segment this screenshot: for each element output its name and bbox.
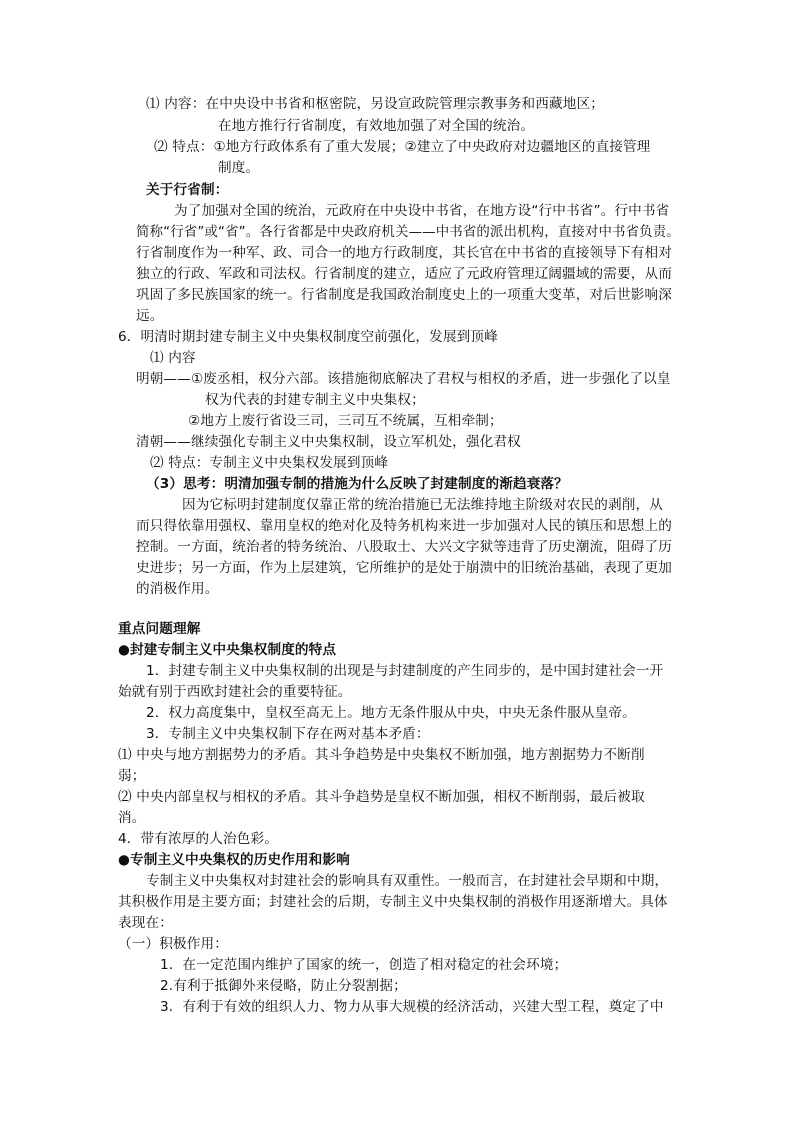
text-line: 史进步；另一方面，作为上层建筑，它所维护的是处于崩溃中的旧统治基础，表现了更加	[136, 560, 673, 576]
text-line: 3．有利于有效的组织人力、物力从事大规模的经济活动，兴建大型工程，奠定了中	[160, 999, 664, 1015]
section-heading: （3）思考：明清加强专制的措施为什么反映了封建制度的渐趋衰落？	[146, 476, 568, 492]
text-line: 明朝——①废丞相，权分六部。该措施彻底解决了君权与相权的矛盾，进一步强化了以皇	[136, 371, 671, 387]
section-heading: 关于行省制：	[146, 182, 229, 198]
text-line: ⑵ 中央内部皇权与相权的矛盾。其斗争趋势是皇权不断加强，相权不断削弱，最后被取	[118, 789, 645, 805]
text-line: 1．在一定范围内维护了国家的统一，创造了相对稳定的社会环境；	[160, 957, 568, 973]
text-line: 消。	[118, 810, 146, 826]
text-line: 为了加强对全国的统治，元政府在中央设中书省，在地方设“行中书省”。行中书省	[174, 203, 670, 219]
text-line: 因为它标明封建制度仅靠正常的统治措施已无法维持地主阶级对农民的剥削，从	[182, 497, 664, 513]
text-line: 3．专制主义中央集权制下存在两对基本矛盾：	[146, 726, 430, 742]
text-line: 在地方推行行省制度，有效地加强了对全国的统治。	[218, 118, 535, 134]
text-line: ⑴ 中央与地方割据势力的矛盾。其斗争趋势是中央集权不断加强，地方割据势力不断削	[118, 747, 645, 763]
text-line: 4．带有浓厚的人治色彩。	[118, 831, 278, 847]
text-line: ⑴ 内容：在中央设中书省和枢密院，另设宣政院管理宗教事务和西藏地区；	[146, 96, 605, 112]
text-line: 表现在：	[118, 915, 173, 931]
text-line: 弱；	[118, 768, 146, 784]
section-heading: ●封建专制主义中央集权制度的特点	[118, 642, 337, 658]
text-line: 行省制度作为一种军、政、司合一的地方行政制度，其长官在中书省的直接领导下有相对	[136, 245, 673, 261]
text-line: ②地方上废行省设三司，三司互不统属，互相牵制；	[188, 413, 503, 429]
text-line: 远。	[136, 308, 164, 324]
text-line: 其积极作用是主要方面；封建社会的后期，专制主义中央集权制的消极作用逐渐增大。具体	[118, 894, 668, 910]
text-line: ⑴ 内容	[150, 350, 196, 366]
text-line: 而只得依靠用强权、靠用皇权的绝对化及特务机构来进一步加强对人民的镇压和思想上的	[136, 518, 673, 534]
text-line: 始就有别于西欧封建社会的重要特征。	[118, 684, 352, 700]
text-line: ⑵ 特点：专制主义中央集权发展到顶峰	[150, 455, 389, 471]
text-line: 独立的行政、军政和司法权。行省制度的建立，适应了元政府管理辽阔疆域的需要，从而	[136, 266, 673, 282]
text-line: 6．明清时期封建专制主义中央集权制度空前强化，发展到顶峰	[118, 329, 498, 345]
text-line: 1．封建专制主义中央集权制的出现是与封建制度的产生同步的，是中国封建社会一开	[146, 663, 664, 679]
text-line: 控制。一方面，统治者的特务统治、八股取士、大兴文字狱等违背了历史潮流，阻碍了历	[136, 539, 673, 555]
text-line: 清朝——继续强化专制主义中央集权制，设立军机处，强化君权	[136, 434, 521, 450]
section-heading: 重点问题理解	[118, 621, 201, 637]
text-line: 2.有利于抵御外来侵略，防止分裂割据；	[160, 978, 407, 994]
text-line: 的消极作用。	[136, 581, 219, 597]
text-line: 巩固了多民族国家的统一。行省制度是我国政治制度史上的一项重大变革，对后世影响深	[136, 287, 673, 303]
text-line: （一）积极作用：	[118, 936, 228, 952]
section-heading: ●专制主义中央集权的历史作用和影响	[118, 852, 350, 868]
text-line: 权为代表的封建专制主义中央集权；	[205, 392, 425, 408]
text-line: 2．权力高度集中，皇权至高无上。地方无条件服从中央，中央无条件服从皇帝。	[146, 705, 636, 721]
text-line: 简称“行省”或“省”。各行省都是中央政府机关——中书省的派出机构，直接对中书省负责。	[136, 224, 680, 240]
text-line: 制度。	[218, 160, 260, 176]
text-line: ⑵ 特点：①地方行政体系有了重大发展；②建立了中央政府对边疆地区的直接管理	[154, 139, 651, 155]
text-line: 专制主义中央集权对封建社会的影响具有双重性。一般而言，在封建社会早期和中期，	[146, 873, 669, 889]
